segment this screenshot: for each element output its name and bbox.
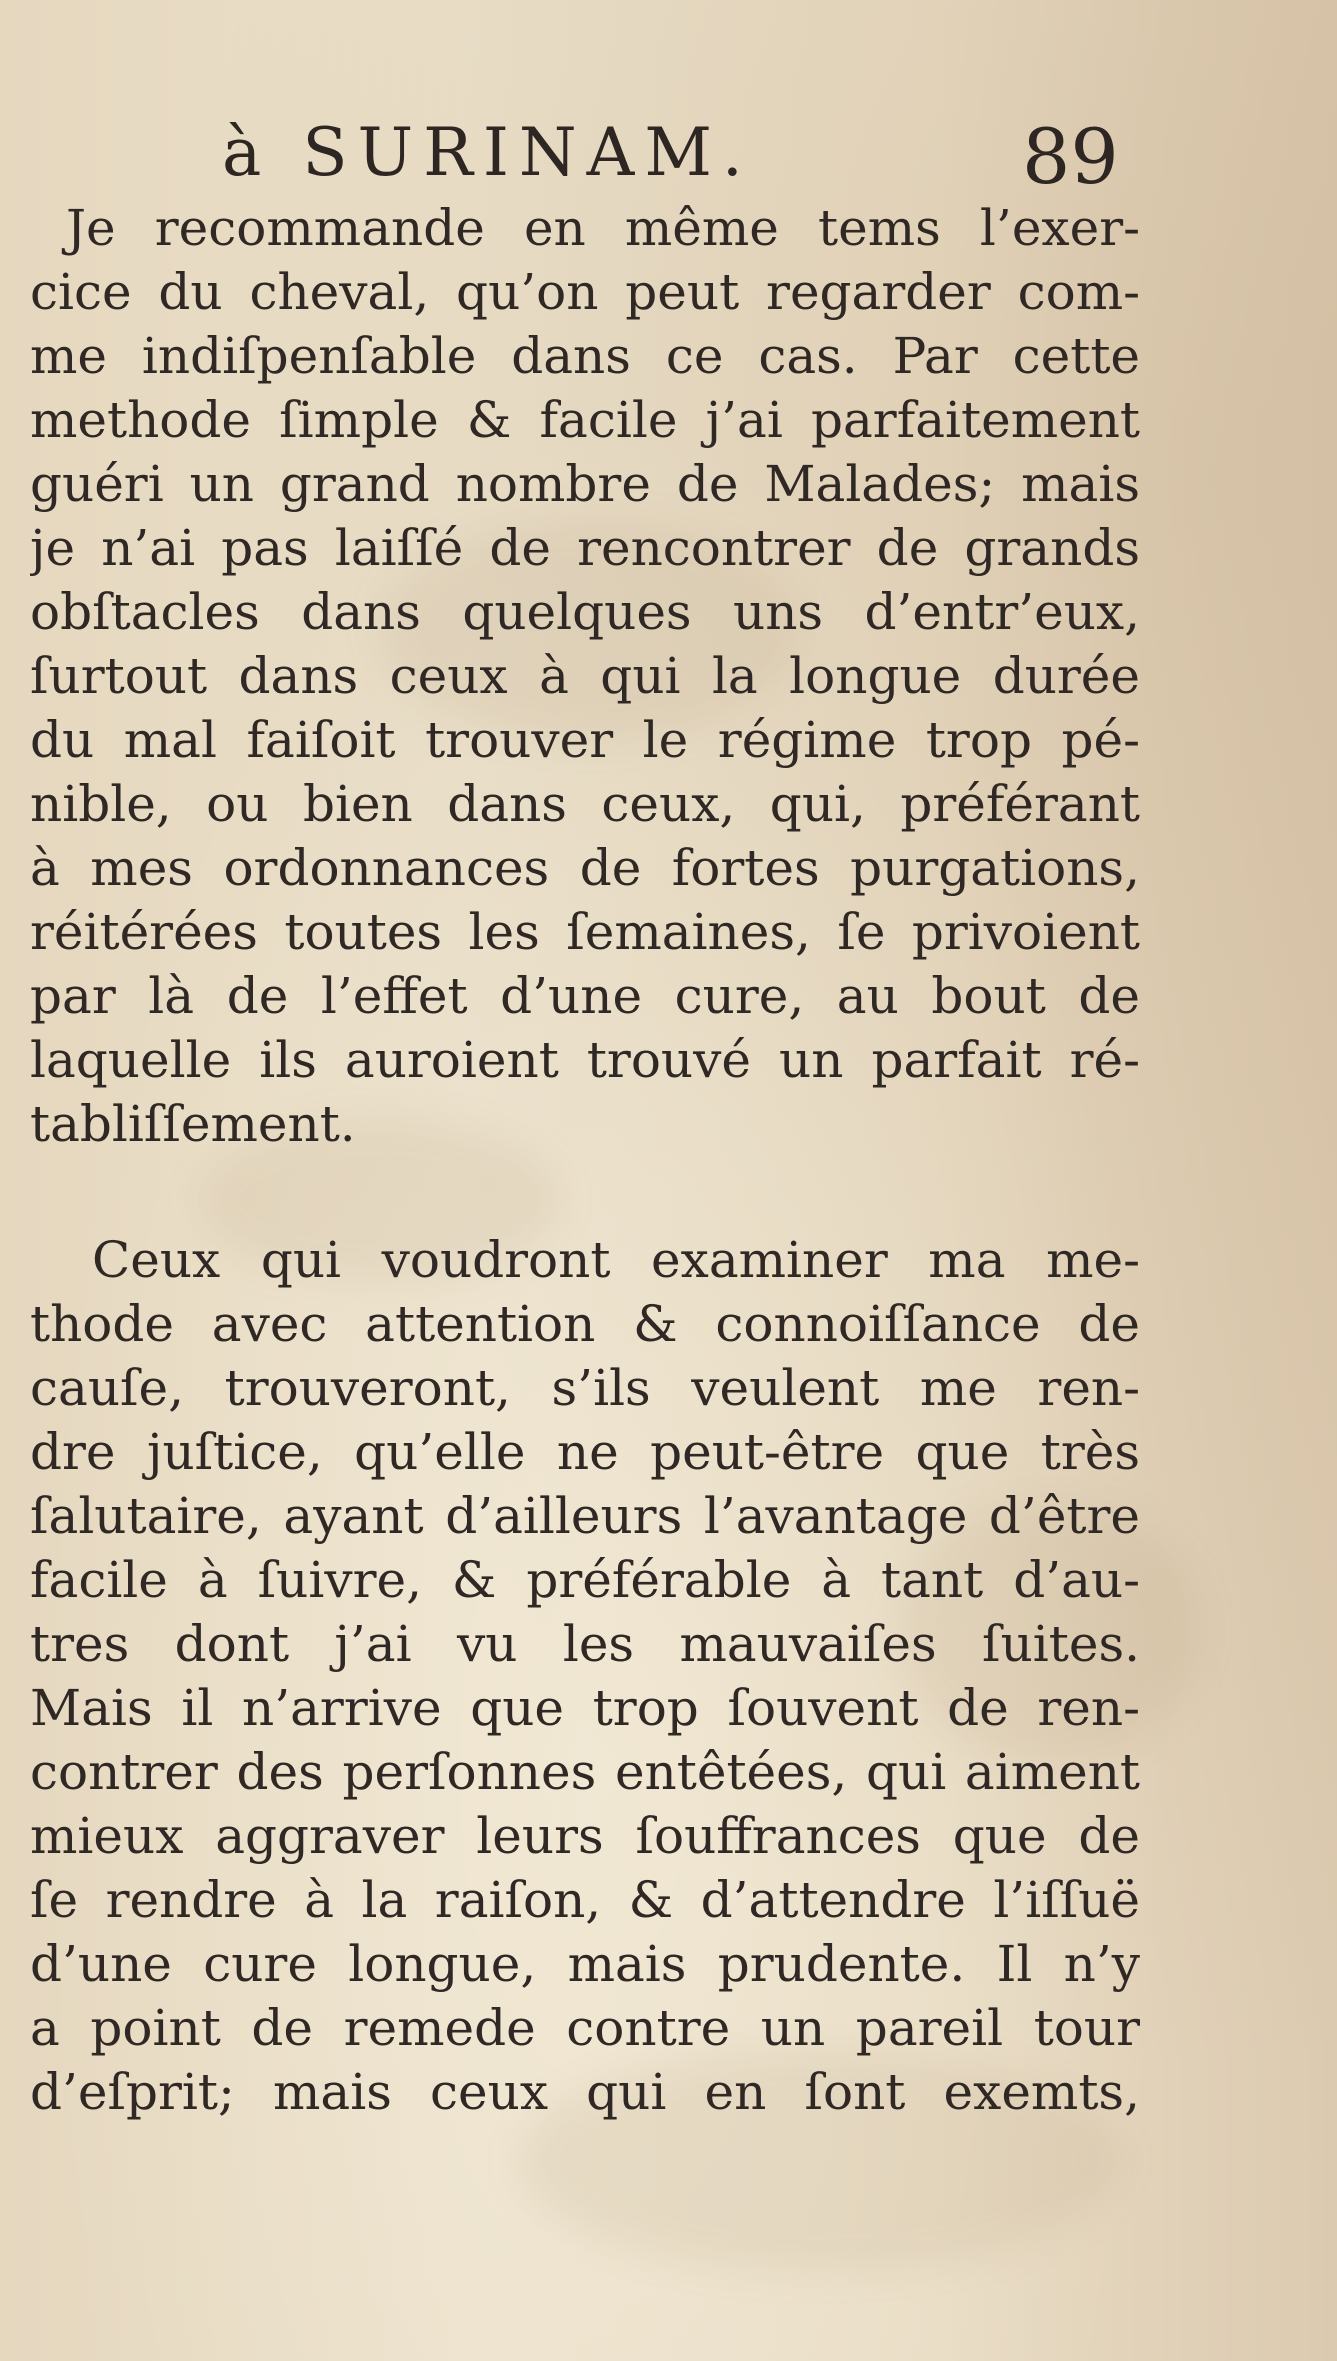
paragraph-2 <box>30 1228 1140 2124</box>
running-head: à SURINAM. <box>222 114 753 191</box>
text-line: guéri un grand nombre de Malades; mais <box>30 455 1140 513</box>
text-line: a point de remede contre un pareil tour <box>30 1999 1140 2057</box>
text-line: facile à ſuivre, & préférable à tant d’au- <box>30 1551 1140 1609</box>
text-line: réitérées toutes les ſemaines, ſe privoient <box>30 903 1140 961</box>
text-line: Je recommande en même tems l’exer- <box>66 199 1140 257</box>
text-line: je n’ai pas laiſſé de rencontrer de grands <box>30 519 1140 577</box>
text-line: tres dont j’ai vu les mauvaiſes ſuites. <box>30 1615 1140 1673</box>
text-line: methode ſimple & facile j’ai parfaitement <box>30 391 1140 449</box>
text-line: Ceux qui voudront examiner ma me- <box>92 1231 1140 1289</box>
text-line: du mal faiſoit trouver le régime trop pé- <box>30 711 1140 769</box>
text-line: laquelle ils auroient trouvé un parfait ré- <box>30 1031 1140 1089</box>
text-line: nible, ou bien dans ceux, qui, préférant <box>30 775 1140 833</box>
text-line: ſalutaire, ayant d’ailleurs l’avantage d’être <box>30 1487 1140 1545</box>
text-line: thode avec attention & connoiſſance de <box>30 1295 1140 1353</box>
text-line: obſtacles dans quelques uns d’entr’eux, <box>30 583 1140 641</box>
paragraph-1 <box>30 196 1140 1156</box>
page-header <box>0 108 1337 201</box>
text-line: Mais il n’arrive que trop ſouvent de ren- <box>30 1679 1140 1737</box>
page-number: 89 <box>1022 112 1119 201</box>
text-line: d’eſprit; mais ceux qui en ſont exemts, <box>30 2063 1140 2121</box>
text-line: par là de l’effet d’une cure, au bout de <box>30 967 1140 1025</box>
text-line: à mes ordonnances de fortes purgations, <box>30 839 1140 897</box>
text-line: ſe rendre à la raiſon, & d’attendre l’iſſuë <box>30 1871 1140 1929</box>
text-line: ſurtout dans ceux à qui la longue durée <box>30 647 1140 705</box>
text-line: dre juſtice, qu’elle ne peut-être que très <box>30 1423 1140 1481</box>
text-line: contrer des perſonnes entêtées, qui aiment <box>30 1743 1140 1801</box>
text-line: me indiſpenſable dans ce cas. Par cette <box>30 327 1140 385</box>
text-line: tabliſſement. <box>30 1095 356 1153</box>
text-line: cice du cheval, qu’on peut regarder com- <box>30 263 1140 321</box>
text-line: cauſe, trouveront, s’ils veulent me ren- <box>30 1359 1140 1417</box>
text-line: mieux aggraver leurs ſouffrances que de <box>30 1807 1140 1865</box>
text-line: d’une cure longue, mais prudente. Il n’y <box>30 1935 1140 1993</box>
